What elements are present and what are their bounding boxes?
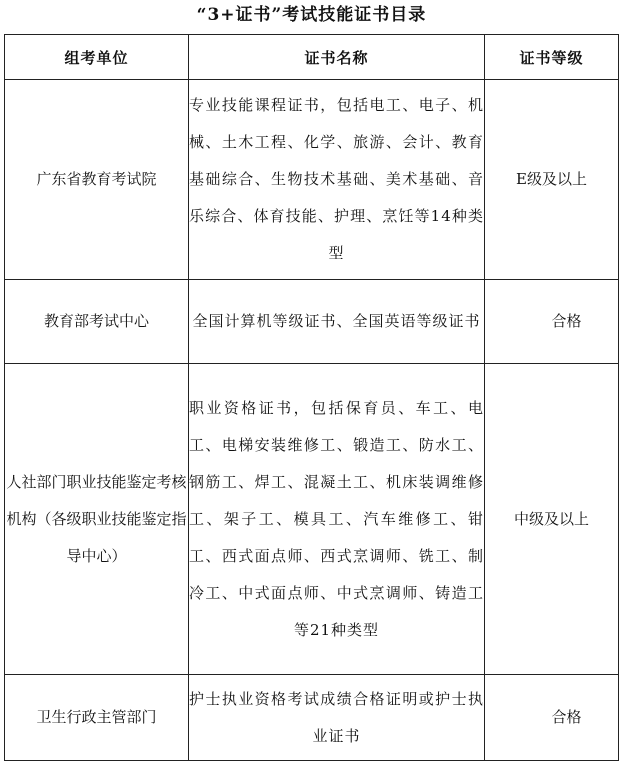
certificate-name-cell: 全国计算机等级证书、全国英语等级证书 [189, 280, 485, 364]
header-certificate-grade: 证书等级 [485, 35, 619, 80]
table-row [5, 280, 619, 364]
organizer-cell: 广东省教育考试院 [5, 80, 189, 280]
header-certificate-name: 证书名称 [189, 35, 485, 80]
certificate-name-cell: 职业资格证书，包括保育员、车工、电工、电梯安装维修工、锻造工、防水工、钢筋工、焊工、混凝土工、机床装调维修工、架子工、模具工、汽车维修工、钳工、西式面点师、西式烹调师、铣工、制冷工、中式面点师、中式烹调师、铸造工等21种类型 [189, 364, 485, 675]
certificate-name-cell: 专业技能课程证书，包括电工、电子、机械、土木工程、化学、旅游、会计、教育基础综合、生物技术基础、美术基础、音乐综合、体育技能、护理、烹饪等14种类型 [189, 80, 485, 280]
table-header-row [5, 35, 619, 80]
certificate-grade-cell [485, 280, 619, 364]
grade-text: E级及以上 [516, 170, 587, 188]
grade-text: 中级及以上 [513, 509, 589, 528]
organizer-cell: 卫生行政主管部门 [5, 675, 189, 761]
document-title: “3+证书”考试技能证书目录 [196, 5, 427, 25]
table-row [5, 364, 619, 675]
certificate-grade-cell [485, 364, 619, 675]
grade-text: 合格 [551, 708, 582, 726]
certificate-grade-cell [485, 675, 619, 761]
certificate-grade-cell [485, 80, 619, 280]
header-organizer: 组考单位 [5, 35, 189, 80]
certificate-table [4, 34, 619, 761]
certificate-name-cell: 护士执业资格考试成绩合格证明或护士执业证书 [189, 675, 485, 761]
grade-text: 合格 [551, 312, 582, 330]
table-row [5, 675, 619, 761]
organizer-cell: 人社部门职业技能鉴定考核机构（各级职业技能鉴定指导中心） [5, 364, 189, 675]
organizer-cell: 教育部考试中心 [5, 280, 189, 364]
table-row [5, 80, 619, 280]
